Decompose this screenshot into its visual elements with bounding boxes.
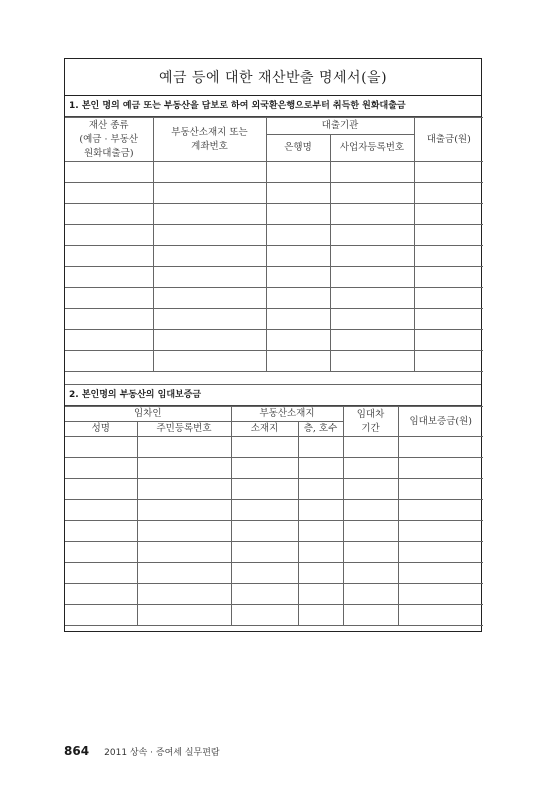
table-row xyxy=(65,605,483,626)
table-row xyxy=(65,330,483,351)
col-lessee: 임차인 xyxy=(65,407,231,422)
col-resident-number: 주민등록번호 xyxy=(137,422,231,437)
page-number: 864 xyxy=(64,744,90,758)
col-bank-name: 은행명 xyxy=(266,135,330,162)
table-row xyxy=(65,584,483,605)
table-row xyxy=(65,563,483,584)
table-row xyxy=(65,542,483,563)
table-row xyxy=(65,183,483,204)
table-row xyxy=(65,351,483,372)
form-title: 예금 등에 대한 재산반출 명세서(을) xyxy=(65,59,481,96)
table-row xyxy=(65,500,483,521)
col-loan-amount: 대출금(원) xyxy=(414,118,483,162)
col-property-location: 부동산소재지 xyxy=(231,407,343,422)
table-row xyxy=(65,204,483,225)
table-row xyxy=(65,458,483,479)
page-footer xyxy=(64,740,220,759)
table-row xyxy=(65,309,483,330)
statement-form xyxy=(64,58,482,632)
col-name: 성명 xyxy=(65,422,137,437)
col-location-account: 부동산소재지 또는 계좌번호 xyxy=(153,118,266,162)
col-lender: 대출기관 xyxy=(266,118,414,135)
table-row xyxy=(65,479,483,500)
section-gap xyxy=(65,372,481,385)
col-asset-type: 재산 종류 (예금 · 부동산 원화대출금) xyxy=(65,118,153,162)
col-lease-period: 임대차 기간 xyxy=(343,407,398,437)
col-address: 소재지 xyxy=(231,422,298,437)
section1-heading: 1. 본인 명의 예금 또는 부동산을 담보로 하여 외국환은행으로부터 취득한 원화대출금 xyxy=(65,96,481,117)
table-row xyxy=(65,437,483,458)
section2-heading: 2. 본인명의 부동산의 임대보증금 xyxy=(65,385,481,406)
col-deposit-amount: 임대보증금(원) xyxy=(398,407,483,437)
col-business-number: 사업자등록번호 xyxy=(330,135,414,162)
table-row xyxy=(65,521,483,542)
table-row xyxy=(65,225,483,246)
loan-table xyxy=(65,117,483,372)
table-row xyxy=(65,246,483,267)
table-row xyxy=(65,267,483,288)
col-floor-unit: 층, 호수 xyxy=(298,422,343,437)
deposit-table xyxy=(65,406,483,626)
table-row xyxy=(65,288,483,309)
book-title: 2011 상속 · 증여세 실무편람 xyxy=(104,748,220,758)
table-row xyxy=(65,162,483,183)
